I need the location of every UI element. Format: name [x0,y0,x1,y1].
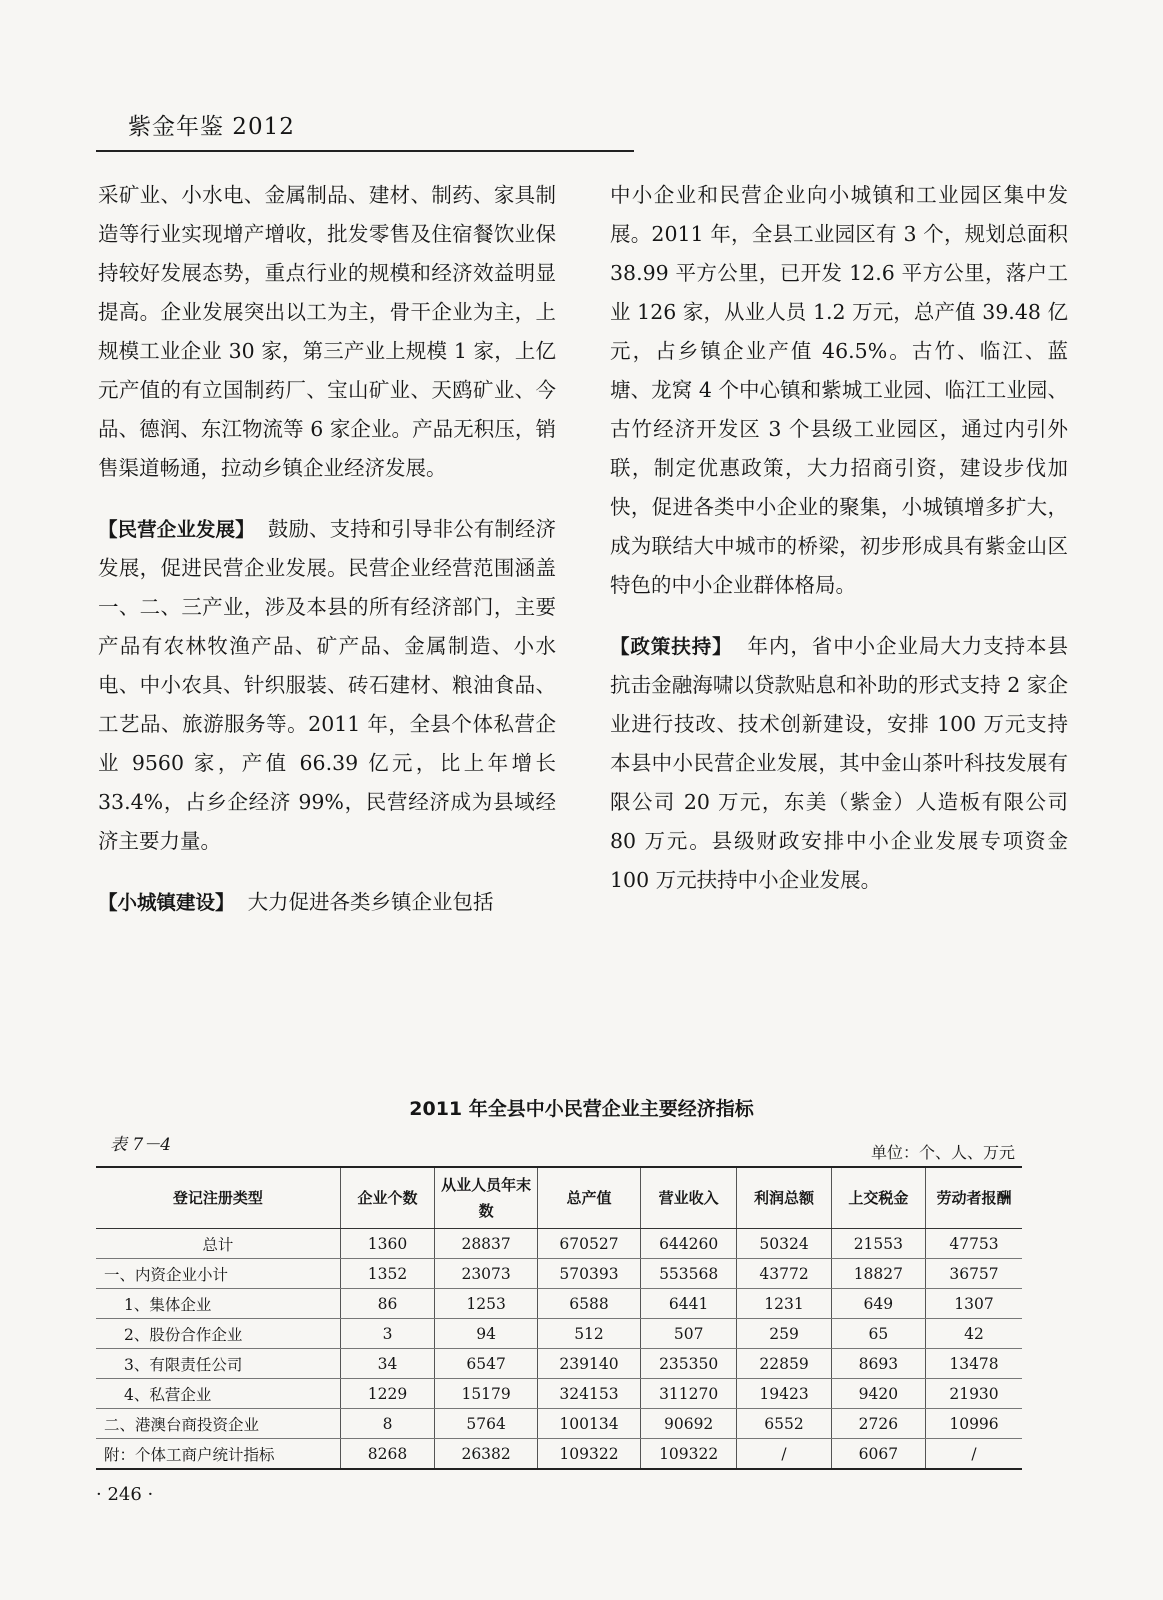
table-cell: 644260 [640,1229,736,1259]
table-cell: 507 [640,1319,736,1349]
table-row [96,1379,1022,1409]
paragraph: 中小企业和民营企业向小城镇和工业园区集中发展。2011 年，全县工业园区有 3 个，规划总面积 38.99 平方公里，已开发 12.6 平方公里，落户工业 126 家，从业人员 1.2 万元，总产值 39.48 亿元，占乡镇企业产值 46.5%。古竹、临江、蓝塘、龙窝 4 个中心镇和紫城工业园、临江工业园、古竹经济开发区 3 个县级工业园区，通过内引外联，制定优惠政策，大力招商引资，建设步伐加快，促进各类中小企业的聚集，小城镇增多扩大，成为联结大中城市的桥梁，初步形成具有紫金山区特色的中小企业群体格局。 [610,183,1068,597]
section-text: 鼓励、支持和引导非公有制经济发展，促进民营企业发展。民营企业经营范围涵盖一、二、三产业，涉及本县的所有经济部门，主要产品有农林牧渔产品、矿产品、金属制造、小水电、中小农具、针织服装、砖石建材、粮油食品、工艺品、旅游服务等。2011 年，全县个体私营企业 9560 家，产值 66.39 亿元，比上年增长 33.4%，占乡企经济 99%，民营经济成为县域经济主要力量。 [98,517,556,853]
table-cell: 8268 [340,1439,434,1470]
table-cell: 26382 [435,1439,538,1470]
table-row [96,1409,1022,1439]
table-cell: 42 [926,1319,1023,1349]
table-cell: 670527 [538,1229,641,1259]
table-cell: 649 [831,1289,925,1319]
row-label-cell: 2、股份合作企业 [96,1319,340,1349]
table-cell: 23073 [435,1259,538,1289]
table-cell: 36757 [926,1259,1023,1289]
table-cell: 43772 [737,1259,831,1289]
column-header: 总产值 [538,1167,641,1229]
table-cell: 259 [737,1319,831,1349]
table-cell: 10996 [926,1409,1023,1439]
table-cell: 100134 [538,1409,641,1439]
table-cell: / [737,1439,831,1470]
table-cell: 109322 [640,1439,736,1470]
table-row [96,1439,1022,1470]
table-cell: 8693 [831,1349,925,1379]
table-cell: 1253 [435,1289,538,1319]
table-row [96,1289,1022,1319]
table-cell: 311270 [640,1379,736,1409]
table-cell: 6588 [538,1289,641,1319]
right-column [610,176,1068,922]
table-cell: 1352 [340,1259,434,1289]
section-xiaochengzhen [98,883,556,922]
row-label-cell: 总计 [96,1229,340,1259]
table-cell: 86 [340,1289,434,1319]
table-cell: 239140 [538,1349,641,1379]
section-text: 大力促进各类乡镇企业包括 [247,890,494,914]
table-cell: 6552 [737,1409,831,1439]
table-cell: 34 [340,1349,434,1379]
table-cell: 6067 [831,1439,925,1470]
left-column [98,176,556,944]
table-cell: 9420 [831,1379,925,1409]
table-row [96,1229,1022,1259]
section-minying [98,510,556,861]
table-cell: 324153 [538,1379,641,1409]
table-cell: 19423 [737,1379,831,1409]
table-cell: 512 [538,1319,641,1349]
column-header: 登记注册类型 [96,1167,340,1229]
table-cell: 6547 [435,1349,538,1379]
row-label-cell: 1、集体企业 [96,1289,340,1319]
table-cell: 1360 [340,1229,434,1259]
column-header: 从业人员年末数 [435,1167,538,1229]
table-row [96,1259,1022,1289]
row-label-cell: 3、有限责任公司 [96,1349,340,1379]
table-cell: 21930 [926,1379,1023,1409]
table-cell: 18827 [831,1259,925,1289]
table-cell: / [926,1439,1023,1470]
page-number: · 246 · [96,1484,154,1505]
table-cell: 50324 [737,1229,831,1259]
table-cell: 1229 [340,1379,434,1409]
running-header: 紫金年鉴 2012 [128,114,295,140]
section-text: 年内，省中小企业局大力支持本县抗击金融海啸以贷款贴息和补助的形式支持 2 家企业进行技改、技术创新建设，安排 100 万元支持本县中小民营企业发展，其中金山茶叶科技发展有限公司 20 万元，东美（紫金）人造板有限公司 80 万元。县级财政安排中小企业发展专项资金 100 万元扶持中小企业发展。 [610,634,1068,892]
table-title: 2011 年全县中小民营企业主要经济指标 [409,1098,754,1120]
table-cell: 8 [340,1409,434,1439]
table-cell: 13478 [926,1349,1023,1379]
section-zhengce [610,627,1068,900]
column-header: 企业个数 [340,1167,434,1229]
table-cell: 235350 [640,1349,736,1379]
stats-table [96,1166,1022,1470]
row-label-cell: 二、港澳台商投资企业 [96,1409,340,1439]
table-cell: 94 [435,1319,538,1349]
table-cell: 5764 [435,1409,538,1439]
table-cell: 15179 [435,1379,538,1409]
column-header: 上交税金 [831,1167,925,1229]
table-header-row [96,1167,1022,1229]
table-cell: 109322 [538,1439,641,1470]
row-label-cell: 4、私营企业 [96,1379,340,1409]
table-unit: 单位：个、人、万元 [870,1143,1015,1162]
section-heading: 【民营企业发展】 [98,518,255,541]
table-cell: 570393 [538,1259,641,1289]
section-heading: 【政策扶持】 [610,635,733,658]
section-heading: 【小城镇建设】 [98,891,235,914]
table-cell: 21553 [831,1229,925,1259]
table-row [96,1349,1022,1379]
table-cell: 47753 [926,1229,1023,1259]
table-cell: 90692 [640,1409,736,1439]
table-cell: 28837 [435,1229,538,1259]
row-label-cell: 一、内资企业小计 [96,1259,340,1289]
table-cell: 553568 [640,1259,736,1289]
table-cell: 22859 [737,1349,831,1379]
table-cell: 3 [340,1319,434,1349]
row-label-cell: 附：个体工商户统计指标 [96,1439,340,1470]
column-header: 利润总额 [737,1167,831,1229]
table-cell: 1307 [926,1289,1023,1319]
header-rule [96,150,634,152]
table-row [96,1319,1022,1349]
table-cell: 65 [831,1319,925,1349]
table-number: 表 7－4 [110,1135,172,1155]
paragraph: 采矿业、小水电、金属制品、建材、制药、家具制造等行业实现增产增收，批发零售及住宿餐饮业保持较好发展态势，重点行业的规模和经济效益明显提高。企业发展突出以工为主，骨干企业为主，上规模工业企业 30 家，第三产业上规模 1 家，上亿元产值的有立国制药厂、宝山矿业、天鸥矿业、今品、德润、东江物流等 6 家企业。产品无积压，销售渠道畅通，拉动乡镇企业经济发展。 [98,183,556,480]
table-cell: 6441 [640,1289,736,1319]
table-cell: 2726 [831,1409,925,1439]
column-header: 劳动者报酬 [926,1167,1023,1229]
column-header: 营业收入 [640,1167,736,1229]
table-cell: 1231 [737,1289,831,1319]
